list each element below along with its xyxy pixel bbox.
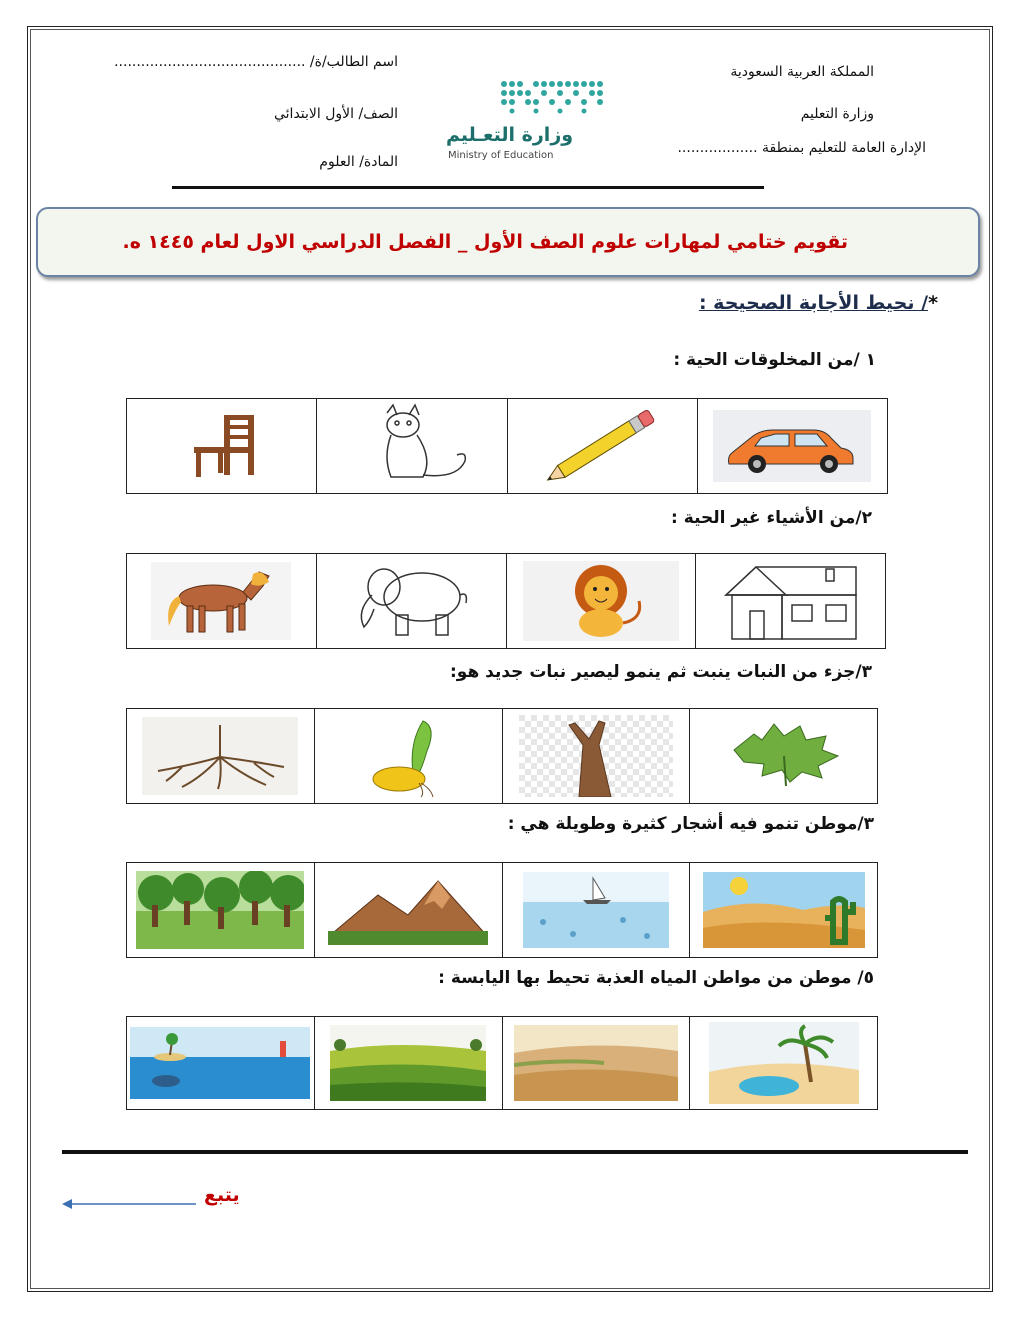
plain-icon — [514, 1025, 678, 1101]
options-table-5 — [126, 1016, 878, 1110]
instruction-star: * — [928, 292, 938, 314]
option-house[interactable] — [696, 554, 886, 649]
option-trunk[interactable] — [502, 709, 690, 804]
trunk-icon — [519, 715, 673, 797]
leaf-icon — [714, 716, 854, 796]
options-table-4 — [126, 862, 878, 958]
header-divider — [172, 186, 764, 189]
car-image — [713, 410, 871, 482]
student-name-field[interactable]: اسم الطالب/ة/ ........................................... — [114, 54, 398, 70]
logo-english-text: Ministry of Education — [448, 150, 554, 161]
options-table-1 — [126, 398, 888, 494]
options-table-3 — [126, 708, 878, 804]
option-car[interactable] — [697, 399, 887, 494]
roots-icon — [142, 717, 298, 795]
forest-icon — [136, 871, 304, 949]
title-banner — [36, 207, 980, 277]
option-roots[interactable] — [127, 709, 315, 804]
option-forest[interactable] — [127, 863, 315, 958]
banner-title: تقويم ختامي لمهارات علوم الصف الأول _ الفصل الدراسي الاول لعام ١٤٤٥ ه. — [122, 231, 848, 253]
subject-label: المادة/ العلوم — [319, 154, 398, 170]
logo-arabic-text: وزارة التعـليم — [446, 124, 574, 146]
lion-icon — [523, 561, 679, 641]
kingdom-label: المملكة العربية السعودية — [730, 64, 874, 80]
question-2: ٢/من الأشياء غير الحية : — [671, 508, 872, 528]
arrow-left-icon — [62, 1196, 196, 1212]
options-table-2 — [126, 553, 886, 649]
question-1: ١ /من المخلوقات الحية : — [673, 350, 876, 370]
question-5: ٥/ موطن من مواطن المياه العذبة تحيط بها اليابسة : — [438, 968, 874, 988]
option-leaf[interactable] — [690, 709, 878, 804]
instruction-line — [699, 292, 938, 314]
option-horse[interactable] — [127, 554, 317, 649]
ministry-logo — [440, 76, 610, 166]
mountain-icon — [328, 875, 488, 945]
option-ocean[interactable] — [127, 1017, 315, 1110]
option-oasis[interactable] — [690, 1017, 878, 1110]
option-lion[interactable] — [506, 554, 696, 649]
directorate-label: الإدارة العامة للتعليم بمنطقة .................. — [677, 140, 926, 156]
ocean-icon — [130, 1027, 310, 1099]
option-farmland[interactable] — [314, 1017, 502, 1110]
option-mountain[interactable] — [314, 863, 502, 958]
instruction-text: / نحيط الأجابة الصحيحة : — [698, 292, 929, 314]
question-4: ٣/موطن تنمو فيه أشجار كثيرة وطويلة هي : — [507, 814, 874, 834]
house-icon — [716, 559, 866, 643]
elephant-icon — [336, 561, 486, 641]
question-3: ٣/جزء من النبات ينبت ثم ينمو ليصير نبات جديد هو: — [449, 662, 872, 682]
grade-label: الصف/ الأول الابتدائي — [273, 106, 398, 122]
seed-icon — [353, 713, 463, 799]
option-sea[interactable] — [502, 863, 690, 958]
option-plain[interactable] — [502, 1017, 690, 1110]
option-elephant[interactable] — [316, 554, 506, 649]
pencil-icon — [532, 403, 672, 489]
cat-icon — [347, 403, 477, 489]
option-desert[interactable] — [690, 863, 878, 958]
option-cat[interactable] — [317, 399, 507, 494]
oasis-icon — [709, 1022, 859, 1104]
chair-icon — [172, 411, 272, 481]
car-icon — [713, 410, 871, 482]
option-seed[interactable] — [314, 709, 502, 804]
footer-divider — [62, 1150, 968, 1154]
desert-icon — [703, 872, 865, 948]
farmland-icon — [330, 1025, 486, 1101]
continue-label: يتبع — [204, 1184, 240, 1206]
option-pencil[interactable] — [507, 399, 697, 494]
ministry-label: وزارة التعليم — [800, 106, 874, 122]
horse-icon — [151, 562, 291, 640]
option-chair[interactable] — [127, 399, 317, 494]
sea-icon — [523, 872, 669, 948]
